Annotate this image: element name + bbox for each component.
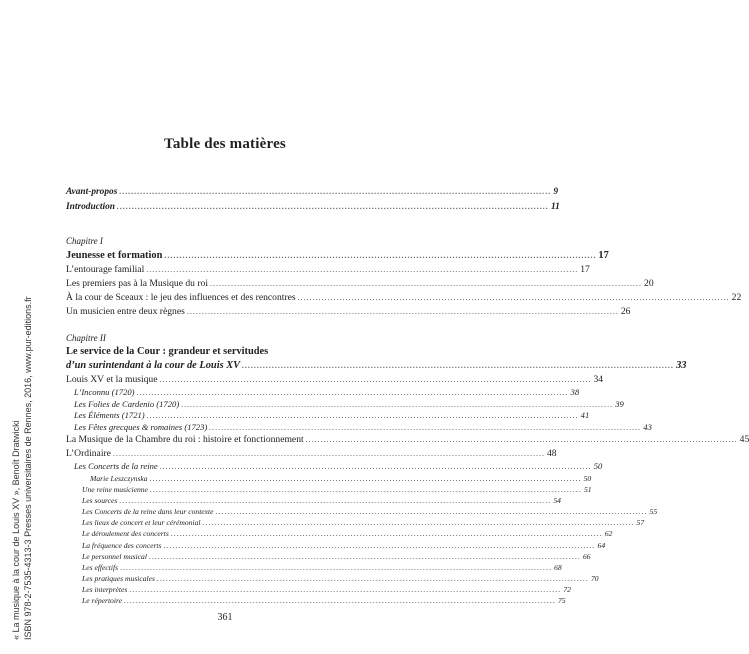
toc-entry[interactable] — [66, 398, 624, 411]
toc-entry[interactable] — [66, 528, 613, 539]
dot-leader: ................................................................................................................................................ — [120, 562, 553, 572]
dot-leader: ................................................................................................................................................ — [146, 411, 579, 421]
toc-entry[interactable] — [66, 506, 658, 517]
toc-entry[interactable] — [66, 473, 592, 484]
toc-entry-label: Les lieux de concert et leur cérémonial — [82, 518, 201, 528]
toc-entry-page: 70 — [590, 573, 599, 583]
toc-entry[interactable] — [66, 291, 742, 305]
toc-entry-label: Le déroulement des concerts — [82, 529, 169, 539]
page-number: 361 — [217, 612, 233, 623]
side-note-line-1: « La musique à la cour de Louis XV », Benoît Dratwicki — [11, 420, 21, 640]
toc-entry-label: L’Ordinaire — [66, 448, 111, 460]
dot-leader: ................................................................................................................................................ — [116, 202, 549, 211]
toc-entry-page: 38 — [570, 387, 580, 397]
toc-entry-page: 17 — [598, 250, 609, 261]
toc-entry[interactable] — [66, 277, 654, 291]
toc-entry-label: Les Concerts de la reine — [74, 461, 158, 472]
toc-entry[interactable] — [66, 595, 566, 606]
toc-entry-page: 26 — [620, 306, 631, 317]
dot-leader: ................................................................................................................................................ — [149, 485, 582, 495]
toc-entry-label: Introduction — [66, 202, 115, 212]
dot-leader: ................................................................................................................................................ — [124, 596, 557, 605]
toc-entry-page: 17 — [580, 264, 590, 275]
toc-entry-label: Les Éléments (1721) — [74, 410, 145, 421]
side-note-line-2: ISBN 978-2-7535-4313-3 Presses universitaires de Rennes, 2016, www.pur-editions.fr — [23, 296, 33, 640]
toc-entry[interactable] — [66, 305, 631, 319]
toc-entry-page: 9 — [553, 187, 559, 197]
toc-entry-label: Une reine musicienne — [82, 485, 148, 495]
toc-entry-page: 66 — [582, 551, 591, 561]
toc-entry-page: 62 — [604, 529, 613, 539]
toc-entry-label: Le répertoire — [82, 596, 123, 605]
dot-leader: ................................................................................................................................................ — [202, 518, 635, 528]
chapter-1-heading[interactable] — [66, 248, 609, 263]
chapter-heading-text: Jeunesse et formation — [66, 250, 163, 261]
dot-leader: ................................................................................................................................................ — [297, 293, 730, 302]
chapter-2-entries — [66, 373, 749, 606]
toc-entry-page: 57 — [636, 518, 645, 528]
dot-leader: ................................................................................................................................................ — [209, 422, 642, 432]
toc-entry[interactable] — [66, 562, 562, 573]
dot-leader: ................................................................................................................................................ — [119, 496, 552, 506]
toc-entry-page: 43 — [643, 421, 652, 432]
toc-entry[interactable] — [66, 551, 591, 562]
toc-entry-label: Marie Leszczynska — [90, 473, 148, 483]
toc-entry[interactable] — [66, 584, 571, 595]
toc-entry-label: À la cour de Sceaux : le jeu des influences et des rencontres — [66, 292, 296, 303]
dot-leader: ................................................................................................................................................ — [163, 540, 596, 550]
toc-entry-label: Les interprètes — [82, 584, 128, 594]
toc-entry-label: Les Folies de Cardenio (1720) — [74, 398, 180, 409]
toc-entry-label: La Musique de la Chambre du roi : histoire et fonctionnement — [66, 434, 304, 446]
toc-entry-label: L’entourage familial — [66, 264, 145, 275]
toc-entry-label: Avant-propos — [66, 187, 118, 197]
dot-leader: ................................................................................................................................................ — [146, 265, 579, 274]
copyright-side-note — [10, 296, 40, 640]
toc-entry[interactable] — [66, 410, 590, 422]
dot-leader: ................................................................................................................................................ — [156, 573, 589, 583]
toc-entry[interactable] — [66, 373, 604, 387]
toc-entry-page: 72 — [563, 584, 571, 594]
page-title: Table des matières — [164, 136, 286, 152]
dot-leader: ................................................................................................................................................ — [215, 507, 648, 517]
toc-entry-page: 48 — [546, 448, 557, 460]
dot-leader: ................................................................................................................................................ — [181, 399, 614, 409]
dot-leader: ................................................................................................................................................ — [136, 388, 569, 397]
toc-entry-page: 33 — [676, 360, 687, 371]
toc-entry-label: Les effectifs — [82, 562, 119, 572]
chapter-label — [66, 234, 408, 248]
toc-entry[interactable] — [66, 387, 580, 399]
toc-entry-page: 34 — [593, 374, 604, 385]
toc-entry[interactable] — [66, 573, 599, 584]
toc-entry-page: 64 — [597, 540, 606, 550]
chapter-2-heading-line-2[interactable] — [66, 359, 687, 373]
toc-entry-page: 55 — [649, 507, 658, 517]
toc-entry-label: Les Fêtes grecques & romaines (1723) — [74, 421, 208, 432]
dot-leader: ................................................................................................................................................ — [305, 435, 738, 445]
toc-entry[interactable] — [66, 517, 645, 528]
dot-leader: ................................................................................................................................................ — [149, 473, 582, 483]
dot-leader: ................................................................................................................................................ — [112, 449, 545, 459]
toc-entry-page: 41 — [580, 410, 590, 421]
toc-entry-page: 20 — [644, 278, 654, 289]
toc-entry-page: 45 — [739, 434, 749, 446]
toc-entry-page: 11 — [550, 202, 560, 212]
toc-entry-label: Les Concerts de la reine dans leur contexte — [82, 507, 214, 517]
toc-entry-label: Les premiers pas à la Musique du roi — [66, 278, 209, 289]
dot-leader: ................................................................................................................................................ — [210, 279, 643, 288]
chapter-heading-text: d’un surintendant à la cour de Louis XV — [66, 360, 241, 371]
toc-entry-label: Le personnel musical — [82, 551, 147, 561]
dot-leader: ................................................................................................................................................ — [170, 529, 603, 539]
dot-leader: ................................................................................................................................................ — [242, 361, 675, 370]
toc-entry-label: Les pratiques musicales — [82, 573, 155, 583]
toc-entry[interactable] — [66, 433, 749, 447]
toc-entry-label: Les sources — [82, 496, 118, 506]
dot-leader: ................................................................................................................................................ — [119, 187, 552, 196]
dot-leader: ................................................................................................................................................ — [164, 251, 597, 260]
toc-entry-introduction[interactable] — [66, 199, 560, 214]
toc-entry-label: La fréquence des concerts — [82, 540, 162, 550]
dot-leader: ................................................................................................................................................ — [159, 375, 592, 384]
toc-entry[interactable] — [66, 421, 652, 434]
toc-entry-page: 51 — [583, 485, 592, 495]
toc-entry-page: 50 — [593, 461, 603, 472]
chapter-1-label: Chapitre I — [66, 236, 103, 246]
toc-entry-avant-propos[interactable] — [66, 184, 559, 199]
chapter-2-label: Chapitre II — [66, 333, 106, 343]
toc-entry-page: 68 — [554, 562, 562, 572]
dot-leader: ................................................................................................................................................ — [159, 462, 592, 472]
toc-entry-page: 75 — [558, 596, 566, 605]
toc-entry-label: L’Inconnu (1720) — [74, 387, 135, 397]
toc-entry-page: 39 — [615, 398, 624, 409]
chapter-label — [66, 331, 408, 345]
toc-entry-label: Louis XV et la musique — [66, 374, 158, 385]
dot-leader: ................................................................................................................................................ — [129, 584, 562, 594]
toc-entry-page: 22 — [731, 292, 742, 303]
toc-entry[interactable] — [66, 495, 561, 506]
table-of-contents — [66, 184, 749, 606]
toc-entry[interactable] — [66, 461, 603, 473]
dot-leader: ................................................................................................................................................ — [186, 307, 619, 316]
chapter-heading-text: Le service de la Cour : grandeur et servitudes — [66, 346, 269, 357]
toc-entry[interactable] — [66, 447, 557, 461]
toc-entry-page: 54 — [553, 496, 561, 506]
chapter-2-heading-line-1[interactable] — [66, 345, 408, 359]
toc-entry[interactable] — [66, 540, 606, 551]
toc-entry-page: 50 — [583, 473, 592, 483]
toc-entry[interactable] — [66, 263, 590, 277]
toc-entry-label: Un musicien entre deux règnes — [66, 306, 185, 317]
dot-leader: ................................................................................................................................................ — [148, 551, 581, 561]
toc-entry[interactable] — [66, 484, 592, 495]
